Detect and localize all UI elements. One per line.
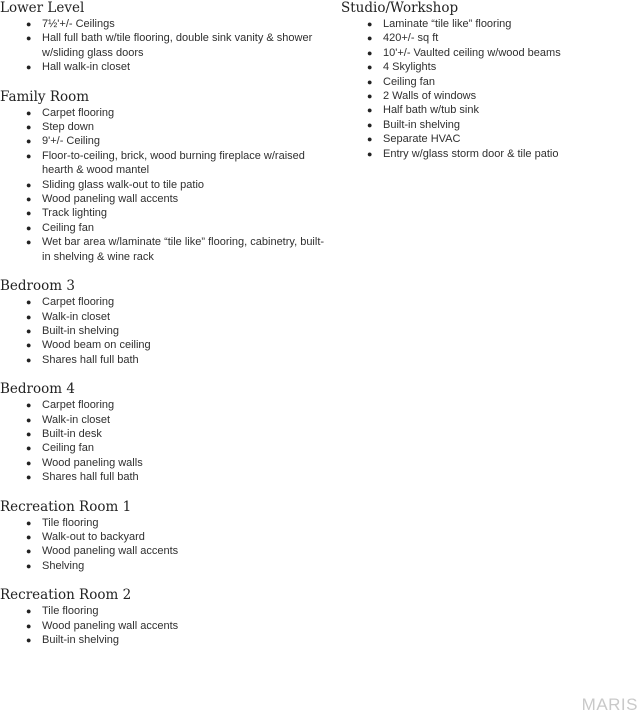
bullet-icon: ● [26, 443, 32, 454]
bullet-icon: ● [367, 91, 373, 102]
bullet-icon: ● [26, 325, 32, 336]
bullet-icon: ● [26, 472, 32, 483]
list-item: ● Wood paneling wall accents [26, 193, 179, 206]
list-item: ● Track lighting [26, 207, 108, 220]
section-heading: Bedroom 3 [0, 278, 75, 295]
bullet-icon: ● [367, 119, 373, 130]
list-item: ● Walk-in closet [26, 310, 111, 323]
list-item: ● Wet bar area w/laminate “tile like” flooring, cabinetry, built-in shelving & wine rack [26, 236, 325, 263]
bullet-icon: ● [26, 222, 32, 233]
bullet-icon: ● [26, 311, 32, 322]
section-heading: Studio/Workshop [341, 0, 459, 16]
bullet-icon: ● [367, 105, 373, 116]
bullet-icon: ● [367, 148, 373, 159]
list-item: ● Shares hall full bath [26, 353, 139, 366]
list-item: ● Built-in desk [26, 427, 102, 440]
list-item: ● Step down [26, 121, 94, 134]
bullet-icon: ● [367, 134, 373, 145]
section-lower-level [0, 0, 330, 75]
bullet-icon: ● [26, 150, 32, 161]
list-item: ● 2 Walls of windows [367, 90, 477, 103]
list-item: ● 420+/- sq ft [367, 32, 439, 45]
bullet-icon: ● [26, 546, 32, 557]
list-item: ● Wood beam on ceiling [26, 339, 151, 352]
bullet-icon: ● [26, 531, 32, 542]
section-family-room [0, 89, 330, 264]
section-heading: Lower Level [0, 0, 85, 16]
bullet-icon: ● [26, 517, 32, 528]
list-item: ● Built-in shelving [26, 634, 120, 646]
section-recreation-room-2 [0, 587, 330, 647]
right-column [341, 0, 640, 175]
bullet-icon: ● [26, 237, 32, 248]
list-item: ● Carpet flooring [26, 106, 115, 119]
list-item: ● Hall walk-in closet [26, 61, 131, 74]
section-bedroom-3 [0, 278, 330, 367]
list-item: ● Ceiling fan [367, 75, 435, 88]
bullet-icon: ● [26, 179, 32, 190]
bullet-icon: ● [26, 414, 32, 425]
feature-list [0, 398, 330, 484]
bullet-icon: ● [26, 620, 32, 631]
bullet-icon: ● [26, 122, 32, 133]
bullet-icon: ● [26, 136, 32, 147]
section-heading: Bedroom 4 [0, 381, 75, 398]
list-item: ● Sliding glass walk-out to tile patio [26, 178, 205, 191]
section-heading: Family Room [0, 88, 90, 105]
section-heading: Recreation Room 1 [0, 498, 132, 515]
list-item: ● Half bath w/tub sink [367, 104, 479, 117]
list-item: ● Built-in shelving [367, 118, 461, 131]
feature-list [0, 17, 330, 75]
list-item: ● Walk-in closet [26, 413, 111, 426]
list-item: ● Laminate “tile like” flooring [367, 18, 512, 30]
bullet-icon: ● [26, 194, 32, 205]
bullet-icon: ● [26, 354, 32, 365]
list-item: ● Tile flooring [26, 516, 99, 529]
list-item: ● Shares hall full bath [26, 471, 139, 484]
list-item: ● Wood paneling walls [26, 456, 143, 469]
list-item: ● Shelving [26, 559, 85, 572]
list-item: ● Walk-out to backyard [26, 530, 145, 543]
section-recreation-room-1 [0, 499, 330, 574]
maris-watermark: MARIS [581, 695, 638, 714]
list-item: ● Carpet flooring [26, 296, 115, 309]
feature-list [341, 17, 640, 161]
list-item: ● 10'+/- Vaulted ceiling w/wood beams [367, 46, 561, 59]
list-item: ● Floor-to-ceiling, brick, wood burning fireplace w/raised hearth & wood mantel [26, 149, 305, 177]
list-item: ● Tile flooring [26, 605, 99, 618]
list-item: ● Wood paneling wall accents [26, 619, 179, 632]
bullet-icon: ● [26, 297, 32, 308]
bullet-icon: ● [26, 457, 32, 468]
list-item: ● Entry w/glass storm door & tile patio [367, 147, 559, 160]
bullet-icon: ● [26, 107, 32, 118]
bullet-icon: ● [367, 33, 373, 44]
bullet-icon: ● [26, 560, 32, 571]
bullet-icon: ● [367, 47, 373, 58]
bullet-icon: ● [26, 208, 32, 219]
bullet-icon: ● [26, 19, 32, 29]
list-item: ● 4 Skylights [367, 61, 437, 74]
bullet-icon: ● [367, 76, 373, 87]
bullet-icon: ● [26, 340, 32, 351]
bullet-icon: ● [26, 33, 32, 44]
bullet-icon: ● [26, 606, 32, 617]
section-studio-workshop [341, 0, 640, 161]
bullet-icon: ● [26, 635, 32, 645]
feature-list [0, 106, 330, 264]
list-item: ● 9'+/- Ceiling [26, 135, 101, 148]
list-item: ● Ceiling fan [26, 442, 94, 455]
bullet-icon: ● [367, 19, 373, 29]
feature-list [0, 604, 330, 647]
feature-list [0, 516, 330, 574]
feature-list [0, 295, 330, 367]
list-item: ● Wood paneling wall accents [26, 545, 179, 558]
list-item: ● 7½'+/- Ceilings [26, 18, 115, 30]
list-item: ● Separate HVAC [367, 133, 461, 146]
section-bedroom-4 [0, 381, 330, 484]
bullet-icon: ● [367, 62, 373, 73]
bullet-icon: ● [26, 62, 32, 73]
list-item: ● Ceiling fan [26, 221, 94, 234]
list-item: ● Carpet flooring [26, 399, 115, 412]
list-item: ● Hall full bath w/tile flooring, double sink vanity & shower w/sliding glass doors [26, 32, 313, 59]
left-column [0, 0, 330, 661]
bullet-icon: ● [26, 400, 32, 411]
bullet-icon: ● [26, 428, 32, 439]
section-heading: Recreation Room 2 [0, 587, 132, 604]
list-item: ● Built-in shelving [26, 324, 120, 337]
